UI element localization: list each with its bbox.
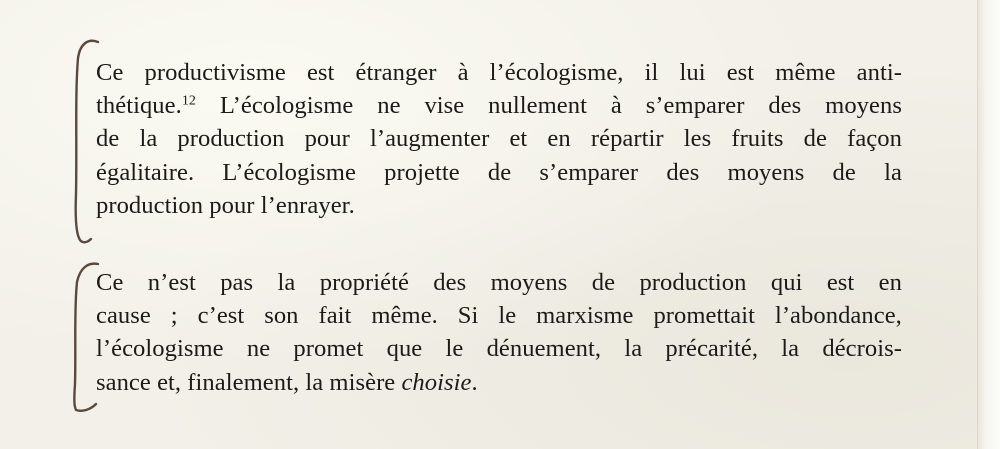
word: fruits xyxy=(731,125,784,153)
word: le xyxy=(498,302,517,330)
paragraph-productivisme xyxy=(96,56,902,222)
word: nullement xyxy=(488,92,587,120)
page-edge xyxy=(977,0,1000,449)
word: en xyxy=(547,125,571,153)
text-line-segment: sance et, finalement, la misère xyxy=(96,368,402,396)
word: il xyxy=(644,59,659,86)
text-line xyxy=(96,266,902,299)
word: Si xyxy=(457,302,479,330)
word: ne xyxy=(246,335,271,363)
word: pas xyxy=(220,269,254,296)
paragraph-propriete xyxy=(96,266,902,399)
text-line xyxy=(96,332,902,365)
word: Ce xyxy=(96,269,124,296)
word: est xyxy=(726,59,755,86)
word: des xyxy=(666,158,700,186)
word: la xyxy=(781,335,800,363)
word: production xyxy=(639,269,747,296)
word: L’écologisme xyxy=(222,158,356,186)
word: l’écologisme, xyxy=(489,59,624,86)
text-line xyxy=(96,56,902,89)
word: répartir xyxy=(590,125,664,153)
word: de xyxy=(591,269,616,296)
word: moyens xyxy=(825,92,902,120)
word: est xyxy=(306,59,335,86)
word: que xyxy=(386,335,423,363)
word: à xyxy=(457,59,469,86)
word: qui xyxy=(770,269,803,296)
word: promettait xyxy=(653,302,756,330)
word: l’abondance, xyxy=(774,302,902,330)
word: même xyxy=(775,59,836,86)
word: l’augmenter xyxy=(369,125,490,153)
word: promet xyxy=(293,335,364,363)
word: vise xyxy=(424,92,465,120)
word: le xyxy=(445,335,464,363)
text-line xyxy=(96,122,902,155)
word: production xyxy=(177,125,285,153)
word: à xyxy=(610,92,622,120)
word: des xyxy=(433,269,467,296)
word: des xyxy=(768,92,802,120)
word: décrois- xyxy=(822,335,902,363)
text-line xyxy=(96,156,902,189)
word: de xyxy=(96,125,120,153)
word: productivisme xyxy=(144,59,286,86)
word: la xyxy=(624,335,643,363)
word: façon xyxy=(847,125,902,153)
word: n’est xyxy=(147,269,196,296)
text-line-with-footnote xyxy=(96,89,902,122)
word: la xyxy=(277,269,296,296)
word: et xyxy=(509,125,528,153)
word: précarité, xyxy=(665,335,759,363)
word: les xyxy=(683,125,712,153)
word: en xyxy=(878,269,902,296)
text-line xyxy=(96,299,902,332)
word: moyens xyxy=(727,158,805,186)
word: L’écologisme xyxy=(219,92,354,120)
word: de xyxy=(832,158,856,186)
word: fait xyxy=(318,302,352,330)
word: Ce xyxy=(96,59,124,86)
word: son xyxy=(264,302,299,330)
word: la xyxy=(884,158,902,186)
word: s’emparer xyxy=(645,92,745,120)
word: étranger xyxy=(355,59,437,86)
word: projette xyxy=(384,158,460,186)
text-line-last: production pour l’enrayer. xyxy=(96,191,355,219)
word: pour xyxy=(304,125,350,153)
word: marxisme xyxy=(536,302,634,330)
word: même. xyxy=(371,302,438,330)
word: est xyxy=(826,269,855,296)
word: ; xyxy=(170,302,178,330)
word: anti- xyxy=(856,59,902,86)
word: égalitaire. xyxy=(96,158,195,186)
text-line-segment: thétique.$^{12}$ xyxy=(96,92,196,120)
word: s’emparer xyxy=(539,158,639,186)
word: moyens xyxy=(490,269,568,296)
word: ne xyxy=(377,92,401,120)
word: de xyxy=(487,158,512,186)
word: de xyxy=(803,125,827,153)
word: cause xyxy=(96,302,151,330)
emphasis-word: choisie xyxy=(401,368,472,396)
text-line-last xyxy=(96,366,902,399)
word: dénuement, xyxy=(486,335,602,363)
footnote-marker: 12 xyxy=(181,93,196,109)
word: propriété xyxy=(319,269,409,296)
word: l’écologisme xyxy=(96,335,224,363)
word: lui xyxy=(679,59,706,86)
text-line-segment: . xyxy=(471,368,478,396)
word: c’est xyxy=(197,302,245,330)
word: la xyxy=(139,125,158,153)
